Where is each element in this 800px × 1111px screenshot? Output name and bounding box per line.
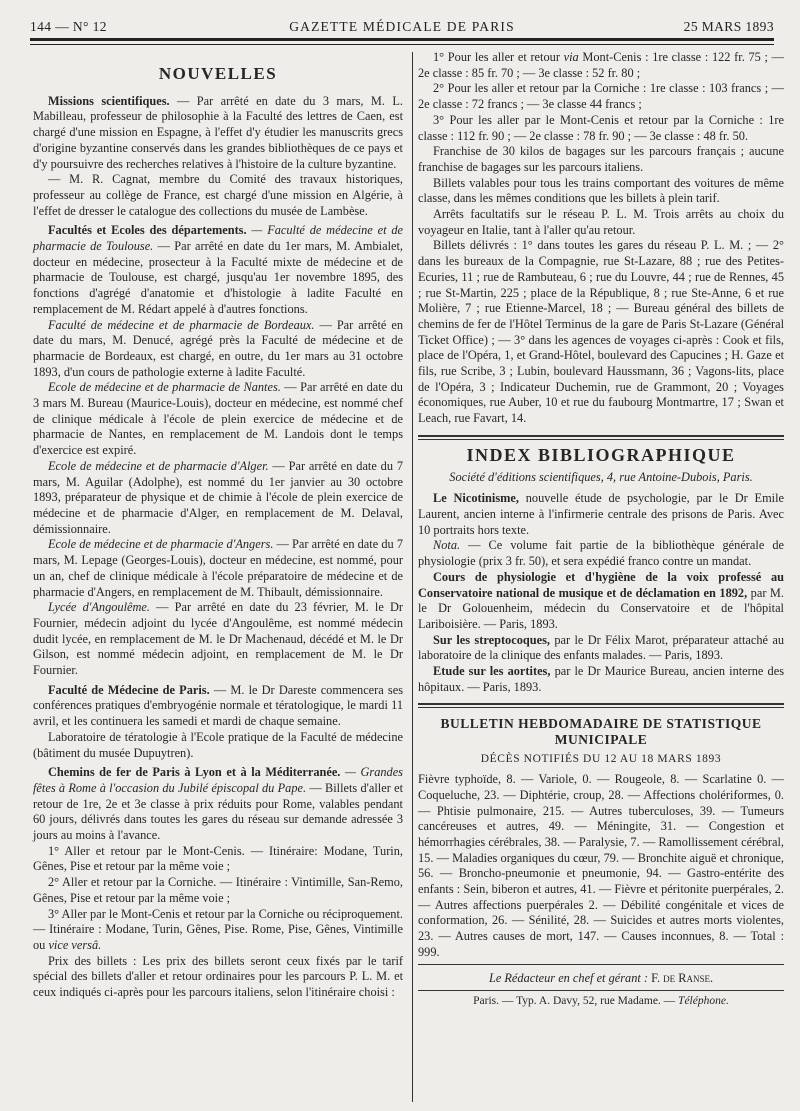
article-emphasis: via [563,50,579,64]
article-heading: Facultés et Ecoles des départements. [48,223,247,238]
header-rule-thin [30,44,774,45]
biblio-title: Le Nicotinisme, [433,491,519,506]
article-nantes [33,380,403,459]
article-text: — M. le Dr Dareste commencera ses conférences pratiques d'embryogénie normale et tératologique, le mardi 11 avril, et les continuera les samedi et mardi de chaque semaine. [33,682,403,729]
signature-name: F. de Ranse. [648,970,714,985]
itinerary-mixed [33,907,403,954]
article-laboratoire: Laboratoire de tératologie à l'Ecole pratique de la Faculté de médecine (bâtiment du musée Dupuytren). [33,729,403,760]
article-heading: Faculté de Médecine de Paris. [48,682,210,697]
mortality-statistics: Fièvre typhoïde, 8. — Variole, 0. — Rougeole, 8. — Scarlatine 0. — Coqueluche, 23. — Diphtérie, croup, 28. — Affections cholériformes, 0. — Phtisie pulmonaire, 215. — Autres tuberculoses, 39. — Tumeurs cancéreuses et autres, 49. — Méningite, 31. — Congestion et hémorrhagies cérébrales, 38. — Paralysie, 7. — Ramollissement cérébral, 15. — Maladies organiques du cœur, 79. — Bronchite aiguë et chronique, 56. — Broncho-pneumonie et pneumonie, 94. — Gastro-entérite des enfants : Sein, biberon et autres, 41. — Fièvre et péritonite puerpérales, 2. — Autres affections puerpérales 2. — Débilité congénitale et vices de conformation, 26. — Sénilité, 28. — Suicides et autres morts violentes, 23. — Autres causes de mort, 147. — Causes inconnues, 8. — Total : 999. [418,772,784,959]
biblio-text: — Ce volume fait partie de la bibliothèque générale de physiologie (prix 3 fr. 50), et sera expédié franco contre un mandat. [418,538,784,569]
journal-title: GAZETTE MÉDICALE DE PARIS [289,19,515,34]
price-mont-cenis [418,50,784,81]
article-subheading: — Grandes fêtes à Rome à l'occasion du Jubilé épiscopal du Pape. [33,765,403,795]
right-column [418,50,784,1010]
left-column [33,50,403,1001]
column-divider [412,52,413,1102]
section-title-index: INDEX BIBLIOGRAPHIQUE [466,444,736,465]
article-text: — Par arrêté en date du 7 mars, M. Lepage (Georges-Louis), docteur en médecine, est nommé, pour un an, chef de clinique médicale à l'école préparatoire de médecine et de pharmacie d'Angers, en remplacement de M. Thibault, démissionnaire. [33,537,403,599]
biblio-text: par le Dr Maurice Bureau, ancien interne des hôpitaux. — Paris, 1893. [418,664,784,694]
biblio-title: Etude sur les aortites, [433,664,551,679]
article-subheading: Faculté de médecine et de pharmacie de Bordeaux. [48,317,315,332]
ticket-prices: Prix des billets : Les prix des billets seront ceux fixés par le tarif spécial des billets d'aller et retour ordinaires pour les parcours P. L. M. et ceux indiqués ci-après pour les parcours italiens, selon l'itinéraire choisi : [33,953,403,1000]
article-angouleme [33,600,403,679]
article-cagnat: — M. R. Cagnat, membre du Comité des travaux historiques, professeur au collège de France, est chargé d'une mission en Algérie, à l'effet de dresser le catalogue des collections du musée de Lambèse. [33,172,403,218]
publisher-line: Société d'éditions scientifiques, 4, rue Antoine-Dubois, Paris. [449,469,753,484]
section-rule-thick [418,435,784,437]
article-text: — Par arrêté en date du 7 mars, M. Aguilar (Adolphe), est nommé du 1er janvier au 30 octobre 1893, préparateur de physique et de chimie à l'école de plein exercice de médecine et de pharmacie d'Alger, en remplacement de M. Delaval, démissionnaire. [33,458,403,536]
section-rule-thick [418,703,784,705]
article-text: — Par arrêté en date du 3 mars M. Bureau (Maurice-Louis), docteur en médecine, est nommé chef de clinique médicale à l'école de plein exercice de médecine et de pharmacie de Nantes, en remplacement de M. Landois dont le temps d'exercice est expiré. [33,380,403,458]
editor-signature [418,971,784,987]
biblio-text: par le Dr Félix Marot, préparateur attaché au laboratoire de la clinique des enfants malades. — Paris, 1893. [418,632,785,663]
article-subheading: Ecole de médecine et de pharmacie de Nantes. [48,380,281,395]
article-text: 1° Pour les aller et retour [433,50,564,64]
biblio-nicotinisme [418,491,784,538]
imprint-text: Paris. — Typ. A. Davy, 52, rue Madame. — [473,995,679,1008]
article-facultes [33,223,403,317]
section-title-nouvelles: NOUVELLES [158,64,278,83]
section-rule-thin [418,707,784,708]
validity-note: Billets valables pour tous les trains comportant des voitures de même classe, dans les mêmes conditions que les billets à plein tarif. [418,175,784,206]
article-subheading: Ecole de médecine et de pharmacie d'Angers. [48,537,274,552]
article-text: — Par arrêté en date du 1er mars, M. Ambialet, docteur en médecine, prosecteur à la Faculté mixte de médecine et de pharmacie de Toulouse, est chargé, jusqu'au 1er novembre 1895, des fonctions d'agrégé d'anatomie et d'histologie à ladite Faculté en remplacement de M. Rédart appelé à d'autres fonctions. [33,239,403,316]
article-angers [33,537,403,600]
imprint-telephone: Téléphone. [678,995,729,1008]
biblio-nota [418,538,784,569]
article-heading: Chemins de fer de Paris à Lyon et à la Méditerranée. [48,765,341,780]
article-missions [33,94,403,173]
article-subheading: Lycée d'Angoulême. [48,600,150,615]
footer-rule [418,964,784,965]
biblio-streptocoques [418,633,784,664]
biblio-title: Cours de physiologie et d'hygiène de la voix professé au Conservatoire national de musique et de déclamation en 1892, [418,569,784,600]
signature-label: Le Rédacteur en chef et gérant : [488,970,648,985]
ticket-offices: Billets délivrés : 1° dans toutes les gares du réseau P. L. M. ; — 2° dans les bureaux de la Compagnie, rue St-Lazare, 88 ; rue des Petites-Ecuries, 11 ; rue de Rambuteau, 6 ; rue du Louvre, 44 ; rue de Rennes, 45 ; rue St-Martin, 225 ; place de la République, 8 ; rue Ste-Anne, 6 et rue Molière, 7 ; rue Etienne-Marcel, 18 ; — Bureau général des billets de chemins de fer de l'Hôtel Terminus de la gare de Paris St-Lazare (Général Ticket Office) ; — 3° dans les agences de voyages ci-après : Cook et fils, place de l'Opéra, 1, et Grand-Hôtel, boulevard des Capucines ; H. Gaze et fils, rue Scribe, 3 ; Lubin, boulevard Haussmann, 36 ; Vagons-lits, place de l'Opéra, 3 ; Indicateur Duchemin, rue de Grammont, 20 ; Voyages économiques, rue Auber, 10 et rue du faubourg Montmartre, 17 ; Swan et Leach, rue Favart, 14. [418,238,784,426]
article-text: — Par arrêté en date du mars, M. Denucé, agrégé près la Faculté de médecine et de pharmacie de Bordeaux, est chargé, en outre, du 1er mars au 31 octobre 1893, d'un cours de pathologie externe à ladite Faculté. [33,317,403,379]
itinerary-mont-cenis: 1° Aller et retour par le Mont-Cenis. — Itinéraire: Modane, Turin, Gênes, Pise et retour par la même voie ; [33,843,403,874]
article-subheading: — Faculté de médecine et de pharmacie de Toulouse. [33,223,403,254]
article-text: Mont-Cenis : 1re classe : 122 fr. 75 ; — 2e classe : 85 fr. 70 ; — 3e classe : 52 fr. 80 ; [418,50,784,80]
printer-imprint [418,994,784,1010]
biblio-cours-voix [418,570,784,633]
article-faculte-paris [33,683,403,730]
stops-note: Arrêts facultatifs sur le réseau P. L. M. Trois arrêts au choix du voyageur en Italie, tant à l'aller qu'au retour. [418,207,784,237]
price-corniche: 2° Pour les aller et retour par la Corniche : 1re classe : 103 francs ; — 2e classe : 72 francs ; — 3e classe 44 francs ; [418,81,784,112]
baggage-note: Franchise de 30 kilos de bagages sur les parcours français ; aucune franchise de bagages sur les parcours italiens. [418,144,784,174]
article-heading: Missions scientifiques. [48,93,170,108]
section-rule-thin [418,439,784,440]
issue-date: 25 MARS 1893 [683,19,774,34]
footer-rule [418,990,784,991]
biblio-title: Sur les streptocoques, [433,632,550,647]
deces-period: DÉCÈS NOTIFIÉS DU 12 AU 18 MARS 1893 [480,753,722,766]
running-header [30,17,774,37]
biblio-text: nouvelle étude de psychologie, par le Dr Emile Laurent, ancien interne à l'infirmerie centrale des prisons de Paris. Avec 10 portraits hors texte. [418,491,785,537]
itinerary-corniche: 2° Aller et retour par la Corniche. — Itinéraire : Vintimille, San-Remo, Gênes, Pise et retour par la même voie ; [33,875,403,905]
page-number: 144 — N° 12 [30,19,107,34]
article-text: — Billets d'aller et retour de 1re, 2e et 3e classe à prix réduits pour Rome, valables pendant 60 jours, délivrés dans toutes les gares du réseau sur demande adressée 3 jours au moins à l'avance. [33,780,403,843]
article-emphasis: vice versâ. [48,937,102,952]
biblio-aortites [418,664,784,695]
biblio-label: Nota. [433,538,461,553]
header-rule-thick [30,38,774,41]
price-mixed: 3° Pour les aller par le Mont-Cenis et retour par la Corniche : 1re classe : 112 fr. 90 ; — 2e classe : 78 fr. 90 ; — 3e classe : 48 fr. 50. [418,112,784,143]
article-text: — Par arrêté en date du 23 février, M. le Dr Fournier, médecin adjoint du lycée d'Angoulême, est nommé médecin dudit lycée, en remplacement de M. le Dr Machenaud, décédé et M. le Dr Gilson, est nommé médecin adjoint, en remplacement de M. le Dr Fournier. [33,600,403,678]
article-chemins-de-fer [33,765,403,844]
article-alger [33,459,403,538]
article-text: 3° Aller par le Mont-Cenis et retour par la Corniche ou réciproquement. — Itinéraire : Modane, Turin, Gênes, Pise. Rome, Pise, Gênes, Vintimille ou [33,906,403,952]
section-title-bulletin: BULLETIN HEBDOMADAIRE DE STATISTIQUE MUNICIPALE [440,716,762,748]
article-bordeaux [33,318,403,381]
biblio-text: par M. le Dr Golouenheim, médecin du Conservatoire et de l'hôpital Lariboisière. — Paris, 1893. [418,585,784,631]
article-text: — Par arrêté en date du 3 mars, M. L. Mabilleau, professeur de philosophie à la Faculté des lettres de Caen, est chargé d'une mission en Espagne, à l'effet d'y étudier les manuscrits grecs d'origine byzantine conservés dans les grandes bibliothèques de ce pays et d'y poursuivre des recherches relatives à l'histoire de la culture byzantine. [33,93,403,171]
article-subheading: Ecole de médecine et de pharmacie d'Alger. [48,458,269,473]
